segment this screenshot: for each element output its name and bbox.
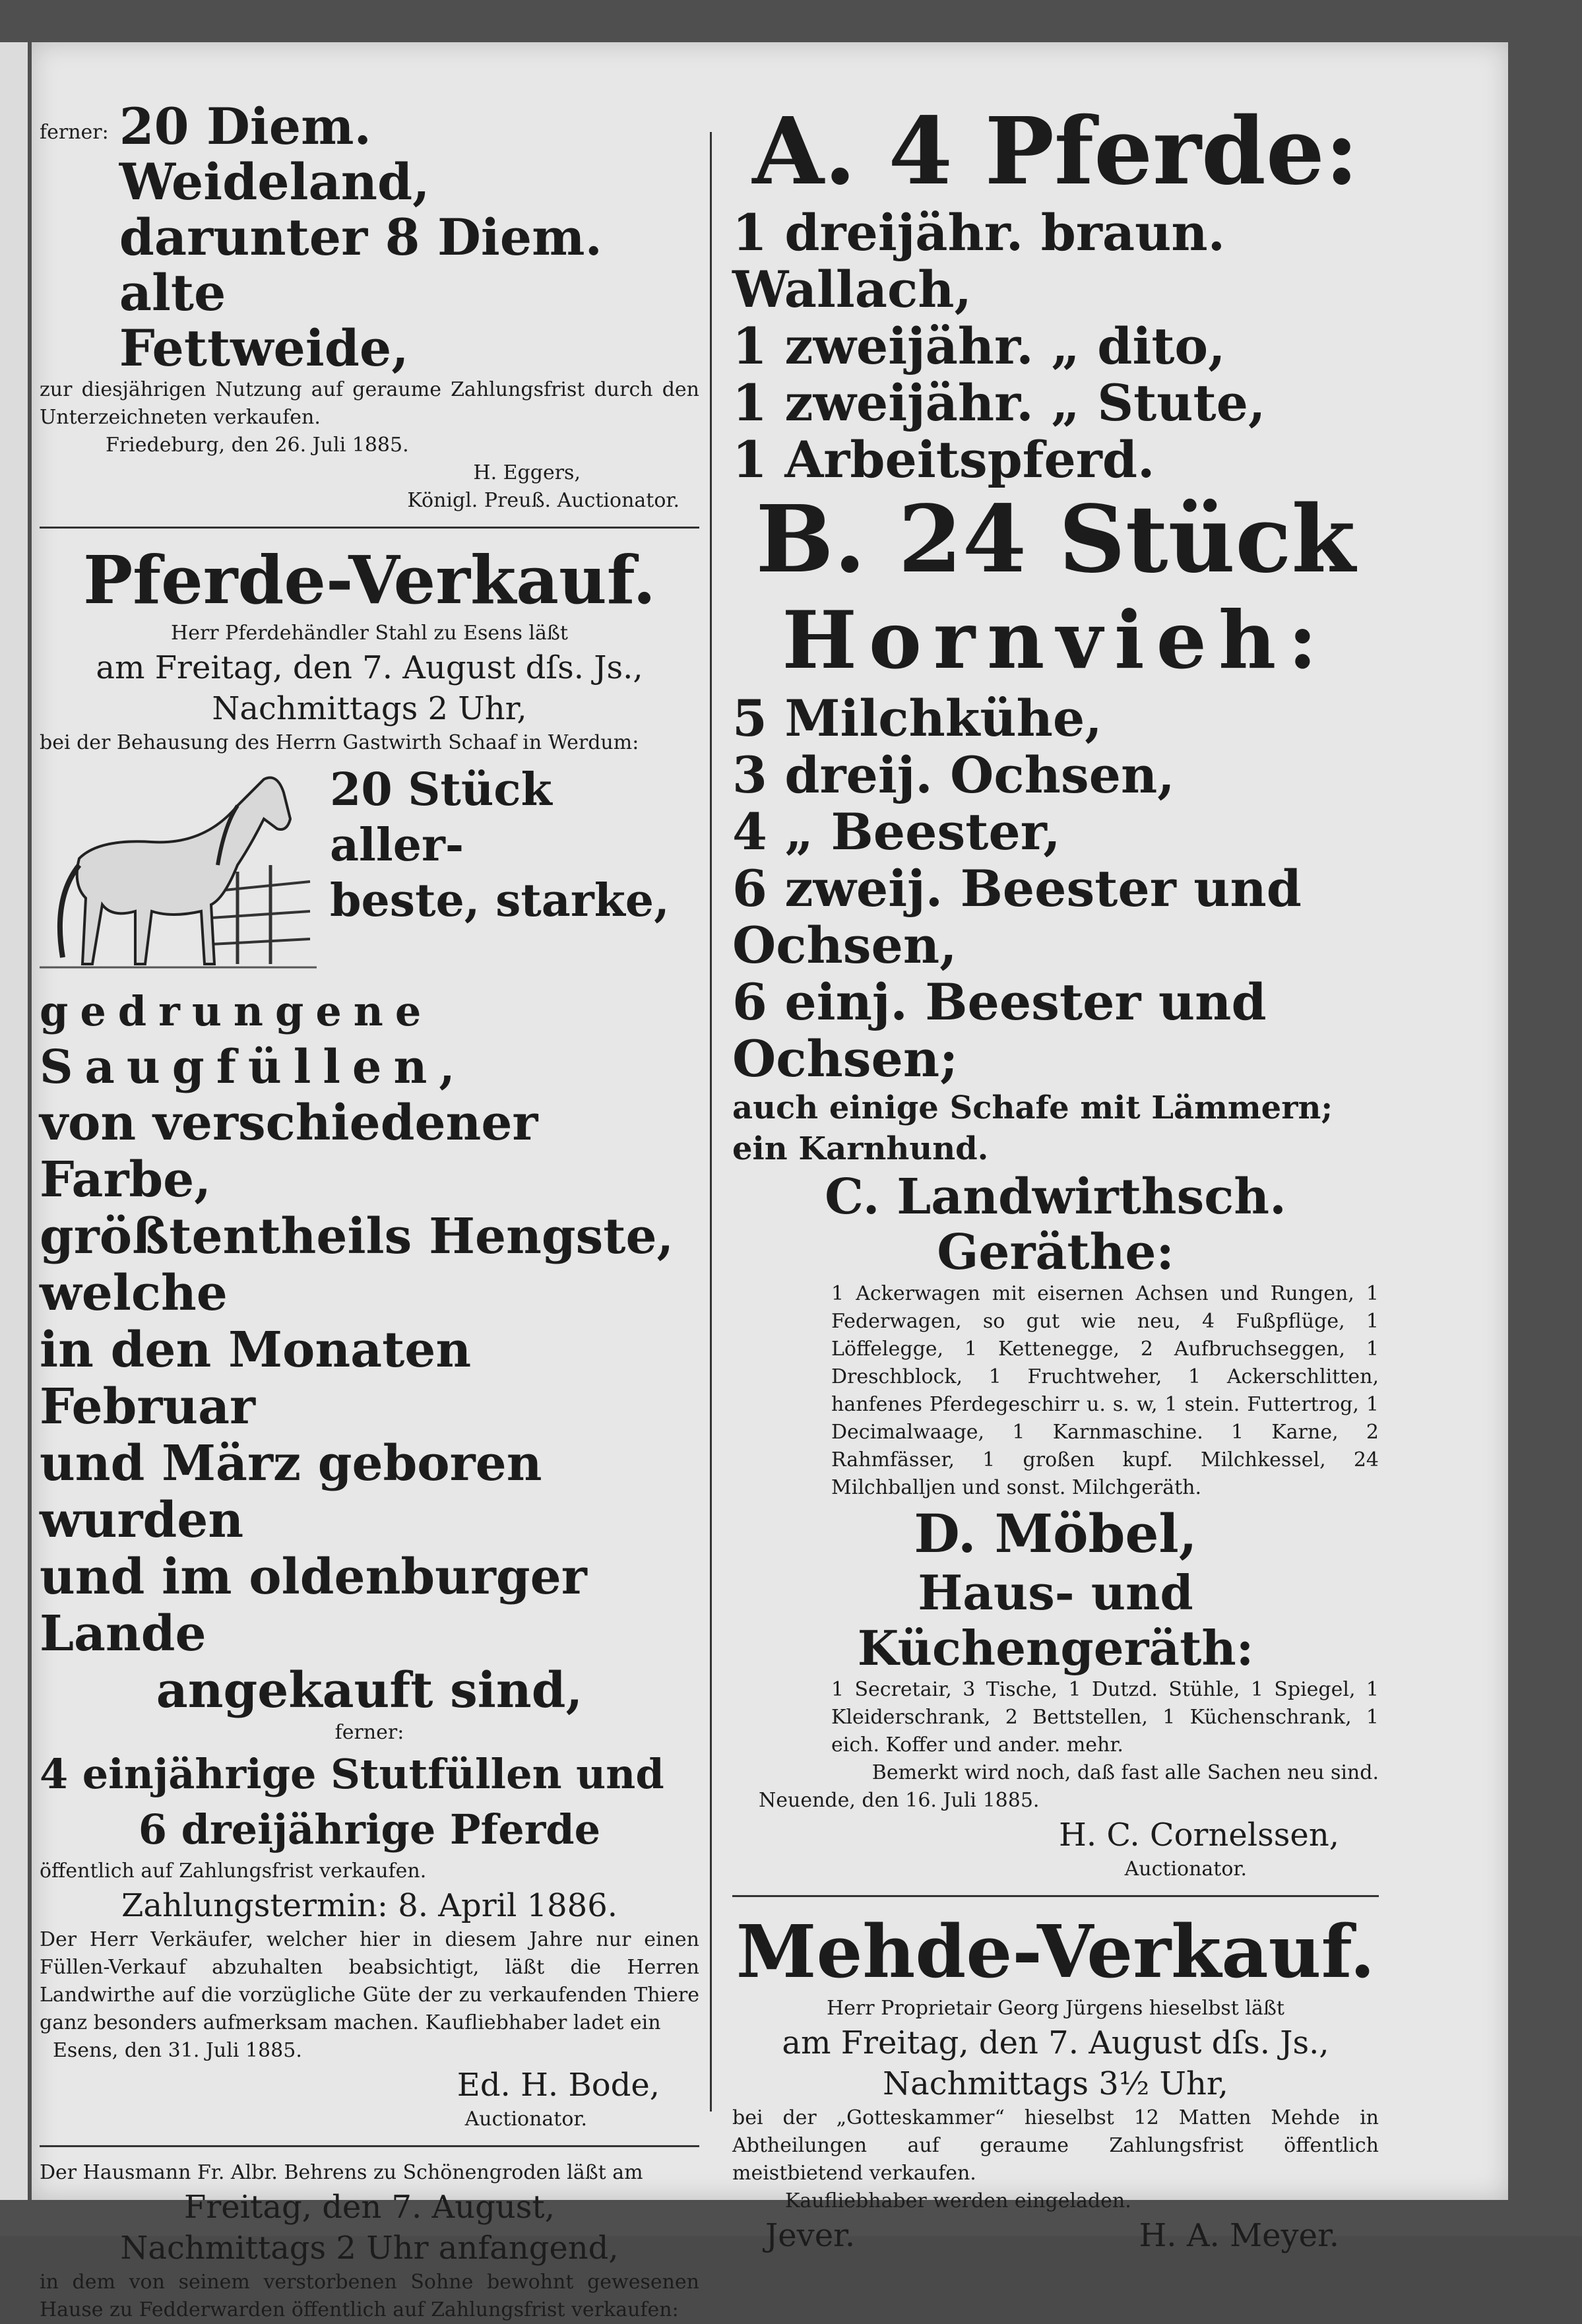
- ad2-payment: Zahlungstermin: 8. April 1886.: [121, 1887, 618, 1924]
- tools-list: 1 Ackerwagen mit eisernen Achsen und Rungen, 1 Federwagen, so gut wie neu, 4 Fußpflüge, 1 Löffelegge, 1 Kettenegge, 2 Aufbruchseggen, 1 Dreschblock, 1 Fruchtweher, 1 Ackerschlitten, hanfenes Pferdegeschirr u. s. w, 1 stein. Futtertrog, 1 Decimalwaage, 1 Karnmaschine. 1 Karne, 2 Rahmfässer, 1 großen kupf. Milchkessel, 24 Milchballjen und sonst. Milchgeräth.: [831, 1282, 1379, 1499]
- remark-line: Bemerkt wird noch, daß fast alle Sachen neu sind.: [871, 1761, 1379, 1784]
- ad2-date: am Freitag, den 7. August dſs. Js.,: [96, 649, 643, 686]
- furniture-list: 1 Secretair, 3 Tische, 1 Dutzd. Stühle, 1 Spiegel, 1 Kleiderschrank, 2 Bettstellen, 1 Küchenschrank, 1 eich. Koffer und ander. mehr.: [831, 1678, 1379, 1757]
- ad4-invite: Kaufliebhaber werden eingeladen.: [785, 2189, 1131, 2212]
- horse-item: 1 dreijähr. braun. Wallach,: [732, 203, 1226, 319]
- ad4-place: Jever.: [765, 2217, 856, 2254]
- left-column: [40, 99, 699, 2324]
- ad2-desc5: und im oldenburger Lande: [40, 1549, 587, 1662]
- ad-mehde-verkauf: [732, 1909, 1379, 2256]
- ad4-heading: Mehde-Verkauf.: [736, 1909, 1376, 1994]
- ad2-item2: beste, starke,: [330, 874, 670, 927]
- cattle-item: 4 „ Beester,: [732, 802, 1061, 861]
- right-title: Auctionator.: [1124, 1857, 1247, 1881]
- ad1-line2: darunter 8 Diem. alte: [119, 208, 602, 322]
- separator-rule: [40, 2145, 699, 2147]
- sheep-line: auch einige Schafe mit Lämmern; ein Karnhund.: [732, 1089, 1333, 1167]
- ad2-time: Nachmittags 2 Uhr,: [212, 690, 527, 727]
- separator-rule: [732, 1895, 1379, 1897]
- ad2-desc2: größtentheils Hengste, welche: [40, 1208, 674, 1322]
- section-b-heading: B. 24 Stück: [755, 486, 1356, 594]
- section-d-subheading: Haus- und Küchengeräth:: [857, 1565, 1254, 1676]
- ad2-title: Auctionator.: [464, 2108, 587, 2131]
- ad2-note: Der Herr Verkäufer, welcher hier in diesem Jahre nur einen Füllen-Verkauf abzuhalten beabsichtigt, läßt die Herren Landwirthe auf die vorzügliche Güte der zu verkaufenden Thiere ganz besonders aufmerksam machen. Kaufliebhaber ladet ein: [40, 1928, 699, 2034]
- ad-pferde-verkauf: [40, 540, 699, 2133]
- ad2-item1: 20 Stück aller-: [330, 763, 552, 872]
- ad2-place: bei der Behausung des Herrn Gastwirth Schaaf in Werdum:: [40, 731, 639, 754]
- ad3-date: Freitag, den 7. August,: [184, 2189, 555, 2226]
- ad3-body: in dem von seinem verstorbenen Sohne bewohnt gewesenen Hause zu Fedderwarden öffentlich auf Zahlungsfrist verkaufen:: [40, 2271, 699, 2321]
- ad2-desc6: angekauft sind,: [156, 1662, 583, 1719]
- ad2-ferner: ferner:: [334, 1721, 404, 1744]
- ad2-item3: gedrungene: [40, 987, 433, 1035]
- cattle-item: 6 zweij. Beester und Ochsen,: [732, 859, 1302, 975]
- section-a-heading: A. 4 Pferde:: [752, 98, 1359, 206]
- cattle-item: 5 Milchkühe,: [732, 689, 1102, 748]
- horse-item: 1 zweijähr. „ dito,: [732, 317, 1226, 375]
- column-divider: [710, 132, 712, 2112]
- horse-illustration: [40, 766, 317, 984]
- adjacent-page-edge: [0, 42, 28, 2200]
- ad2-extra2: 6 dreijährige Pferde: [138, 1805, 601, 1854]
- ad2-item4: Saugfüllen,: [40, 1039, 467, 1094]
- ad4-time: Nachmittags 3½ Uhr,: [883, 2065, 1228, 2102]
- ad4-signature: H. A. Meyer.: [1139, 2217, 1339, 2254]
- cattle-item: 6 einj. Beester und Ochsen;: [732, 973, 1267, 1088]
- ad3-time: Nachmittags 2 Uhr anfangend,: [120, 2230, 619, 2267]
- horse-item: 1 Arbeitspferd.: [732, 430, 1155, 489]
- ferner-label: ferner:: [40, 121, 109, 144]
- ad-weideland: [40, 99, 699, 515]
- right-signature: H. C. Cornelssen,: [1059, 1817, 1339, 1854]
- ad1-line1: 20 Diem. Weideland,: [119, 97, 430, 211]
- ad2-desc1: von verschiedener Farbe,: [40, 1095, 538, 1208]
- section-d-heading: D. Möbel,: [914, 1502, 1197, 1565]
- ad3-intro: Der Hausmann Fr. Albr. Behrens zu Schönengroden läßt am: [40, 2161, 643, 2184]
- ad-behrens: [40, 2159, 699, 2324]
- ad4-body: bei der „Gotteskammer“ hieselbst 12 Matten Mehde in Abtheilungen auf geraume Zahlungsfrist öffentlich meistbietend verkaufen.: [732, 2106, 1379, 2185]
- ad4-intro: Herr Proprietair Georg Jürgens hieselbst läßt: [827, 1997, 1284, 2020]
- ad2-terms: öffentlich auf Zahlungsfrist verkaufen.: [40, 1859, 427, 1883]
- right-column: [732, 99, 1379, 2256]
- ad1-dateline: Friedeburg, den 26. Juli 1885.: [106, 434, 409, 457]
- section-c-heading: C. Landwirthsch. Geräthe:: [825, 1169, 1286, 1281]
- ad2-signature: Ed. H. Bode,: [457, 2067, 660, 2104]
- ad1-body: zur diesjährigen Nutzung auf geraume Zahlungsfrist durch den Unterzeichneten verkaufen.: [40, 378, 699, 429]
- ad2-desc3: in den Monaten Februar: [40, 1322, 472, 1435]
- ad1-signature: H. Eggers,: [473, 461, 581, 484]
- ad4-date: am Freitag, den 7. August dſs. Js.,: [782, 2024, 1329, 2061]
- ad2-desc4: und März geboren wurden: [40, 1435, 542, 1549]
- right-dateline: Neuende, den 16. Juli 1885.: [759, 1789, 1040, 1812]
- ad2-dateline: Esens, den 31. Juli 1885.: [53, 2039, 302, 2062]
- ad1-line3: Fettweide,: [119, 319, 409, 377]
- ad2-heading: Pferde-Verkauf.: [82, 541, 656, 619]
- cattle-item: 3 dreij. Ochsen,: [732, 746, 1175, 804]
- section-b-subheading: Hornvieh:: [782, 594, 1329, 687]
- ad1-title: Königl. Preuß. Auctionator.: [407, 489, 680, 512]
- ad2-extra1: 4 einjährige Stutfüllen und: [40, 1750, 664, 1798]
- separator-rule: [40, 527, 699, 529]
- ad2-intro: Herr Pferdehändler Stahl zu Esens läßt: [171, 622, 568, 645]
- horse-item: 1 zweijähr. „ Stute,: [732, 373, 1266, 432]
